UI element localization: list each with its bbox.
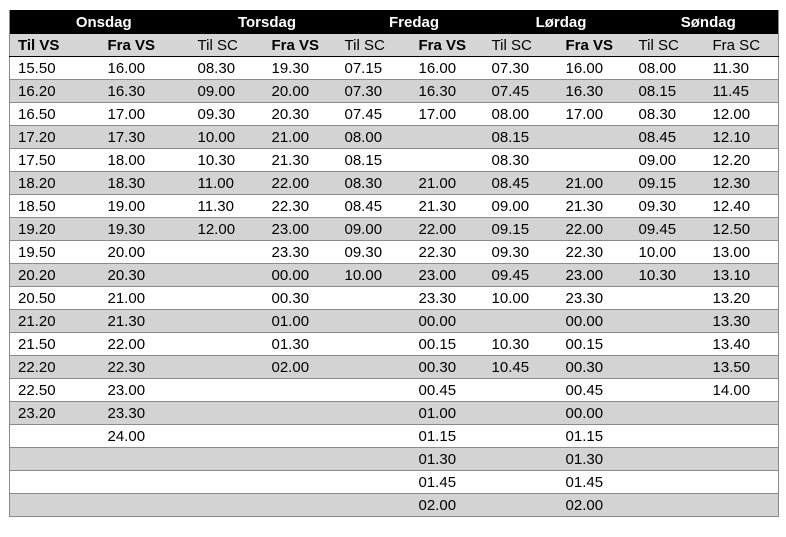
time-cell [10, 448, 100, 471]
time-cell [190, 310, 264, 333]
time-cell: 10.00 [631, 241, 705, 264]
time-cell: 01.15 [558, 425, 631, 448]
table-row [10, 287, 779, 310]
table-row [10, 471, 779, 494]
time-cell [337, 287, 411, 310]
time-cell: 22.00 [264, 172, 337, 195]
time-cell [705, 494, 779, 517]
time-cell: 17.00 [558, 103, 631, 126]
time-cell: 22.30 [264, 195, 337, 218]
time-cell: 11.00 [190, 172, 264, 195]
column-header: Til SC [190, 34, 264, 57]
time-cell: 16.30 [100, 80, 190, 103]
time-cell [337, 379, 411, 402]
time-cell [10, 425, 100, 448]
time-cell [411, 126, 484, 149]
time-cell [337, 310, 411, 333]
time-cell [190, 356, 264, 379]
time-cell: 23.30 [264, 241, 337, 264]
time-cell [705, 425, 779, 448]
time-cell: 12.00 [705, 103, 779, 126]
time-cell: 22.50 [10, 379, 100, 402]
time-cell [264, 448, 337, 471]
time-cell: 01.30 [411, 448, 484, 471]
table-row [10, 241, 779, 264]
table-row [10, 195, 779, 218]
time-cell: 00.00 [264, 264, 337, 287]
time-cell: 02.00 [411, 494, 484, 517]
column-header: Til SC [337, 34, 411, 57]
time-cell: 23.30 [558, 287, 631, 310]
time-cell: 16.00 [558, 57, 631, 80]
time-cell: 02.00 [558, 494, 631, 517]
direction-header-row [10, 34, 779, 57]
time-cell: 01.30 [558, 448, 631, 471]
time-cell: 08.15 [484, 126, 558, 149]
table-row [10, 80, 779, 103]
column-header: Fra VS [100, 34, 190, 57]
time-cell: 16.00 [100, 57, 190, 80]
time-cell: 00.15 [411, 333, 484, 356]
time-cell: 08.00 [484, 103, 558, 126]
column-header: Fra SC [705, 34, 779, 57]
time-cell [190, 402, 264, 425]
time-cell [100, 471, 190, 494]
time-cell: 23.00 [411, 264, 484, 287]
time-cell [10, 494, 100, 517]
time-cell: 18.30 [100, 172, 190, 195]
time-cell: 21.30 [264, 149, 337, 172]
time-cell [190, 471, 264, 494]
time-cell: 01.45 [411, 471, 484, 494]
time-cell [190, 333, 264, 356]
table-row [10, 333, 779, 356]
time-cell [411, 149, 484, 172]
time-cell: 20.30 [264, 103, 337, 126]
column-header: Til SC [631, 34, 705, 57]
time-cell: 20.00 [100, 241, 190, 264]
time-cell: 22.30 [100, 356, 190, 379]
time-cell [484, 448, 558, 471]
column-header: Til SC [484, 34, 558, 57]
time-cell: 00.30 [558, 356, 631, 379]
table-row [10, 402, 779, 425]
time-cell [705, 402, 779, 425]
day-header-torsdag: Torsdag [190, 10, 337, 34]
time-cell [100, 448, 190, 471]
time-cell: 08.30 [484, 149, 558, 172]
time-cell [10, 471, 100, 494]
time-cell: 23.00 [264, 218, 337, 241]
time-cell: 21.30 [411, 195, 484, 218]
time-cell [190, 448, 264, 471]
time-cell [484, 494, 558, 517]
time-cell: 09.00 [337, 218, 411, 241]
time-cell [190, 264, 264, 287]
time-cell: 00.00 [411, 310, 484, 333]
time-cell [337, 448, 411, 471]
table-row [10, 448, 779, 471]
time-cell [264, 402, 337, 425]
time-cell: 07.30 [484, 57, 558, 80]
time-cell: 19.00 [100, 195, 190, 218]
day-header-sondag: Søndag [631, 10, 779, 34]
time-cell [705, 448, 779, 471]
time-cell: 09.00 [631, 149, 705, 172]
time-cell: 22.30 [558, 241, 631, 264]
time-cell: 01.00 [411, 402, 484, 425]
time-cell: 13.20 [705, 287, 779, 310]
time-cell: 12.20 [705, 149, 779, 172]
day-header-row [10, 10, 779, 34]
table-row [10, 379, 779, 402]
time-cell: 19.50 [10, 241, 100, 264]
table-row [10, 172, 779, 195]
time-cell [264, 379, 337, 402]
time-cell: 21.00 [264, 126, 337, 149]
time-cell: 01.15 [411, 425, 484, 448]
time-cell: 22.30 [411, 241, 484, 264]
time-cell: 00.30 [264, 287, 337, 310]
table-row [10, 264, 779, 287]
time-cell: 00.15 [558, 333, 631, 356]
time-cell: 16.50 [10, 103, 100, 126]
time-cell: 17.00 [411, 103, 484, 126]
time-cell: 08.30 [337, 172, 411, 195]
time-cell: 10.30 [484, 333, 558, 356]
time-cell: 17.20 [10, 126, 100, 149]
time-cell [337, 402, 411, 425]
time-cell: 08.45 [631, 126, 705, 149]
time-cell: 10.00 [484, 287, 558, 310]
time-cell: 21.30 [100, 310, 190, 333]
time-cell: 13.00 [705, 241, 779, 264]
time-cell: 10.45 [484, 356, 558, 379]
time-cell [705, 471, 779, 494]
time-cell [631, 471, 705, 494]
time-cell: 20.00 [264, 80, 337, 103]
time-cell: 11.30 [190, 195, 264, 218]
time-cell: 22.20 [10, 356, 100, 379]
time-cell: 17.50 [10, 149, 100, 172]
time-cell: 09.45 [484, 264, 558, 287]
time-cell: 23.00 [558, 264, 631, 287]
time-cell: 17.30 [100, 126, 190, 149]
time-cell: 09.45 [631, 218, 705, 241]
time-cell: 00.00 [558, 402, 631, 425]
time-cell: 13.40 [705, 333, 779, 356]
time-cell: 09.15 [631, 172, 705, 195]
time-cell: 19.20 [10, 218, 100, 241]
time-cell: 00.30 [411, 356, 484, 379]
column-header: Til VS [10, 34, 100, 57]
time-cell: 24.00 [100, 425, 190, 448]
time-cell: 07.45 [484, 80, 558, 103]
table-row [10, 425, 779, 448]
time-cell: 12.50 [705, 218, 779, 241]
time-cell: 19.30 [264, 57, 337, 80]
time-cell: 16.30 [411, 80, 484, 103]
time-cell: 20.30 [100, 264, 190, 287]
time-cell: 01.45 [558, 471, 631, 494]
time-cell: 07.15 [337, 57, 411, 80]
time-cell [100, 494, 190, 517]
time-cell: 01.30 [264, 333, 337, 356]
time-cell [558, 126, 631, 149]
time-cell [264, 494, 337, 517]
time-cell: 09.30 [190, 103, 264, 126]
time-cell: 00.45 [411, 379, 484, 402]
time-cell: 08.30 [190, 57, 264, 80]
time-cell [264, 471, 337, 494]
time-cell [337, 333, 411, 356]
time-cell [190, 425, 264, 448]
time-cell: 13.30 [705, 310, 779, 333]
time-cell: 12.00 [190, 218, 264, 241]
time-cell [190, 241, 264, 264]
table-row [10, 218, 779, 241]
time-cell [631, 287, 705, 310]
time-cell: 23.00 [100, 379, 190, 402]
time-cell [484, 379, 558, 402]
time-cell: 09.30 [484, 241, 558, 264]
time-cell: 23.30 [100, 402, 190, 425]
time-cell: 07.45 [337, 103, 411, 126]
time-cell: 11.30 [705, 57, 779, 80]
time-cell: 16.20 [10, 80, 100, 103]
day-header-fredag: Fredag [337, 10, 484, 34]
time-cell: 22.00 [558, 218, 631, 241]
time-cell [631, 310, 705, 333]
time-cell: 22.00 [411, 218, 484, 241]
time-cell: 21.30 [558, 195, 631, 218]
column-header: Fra VS [411, 34, 484, 57]
table-row [10, 126, 779, 149]
time-cell: 22.00 [100, 333, 190, 356]
time-cell: 10.30 [631, 264, 705, 287]
time-cell [631, 333, 705, 356]
schedule-table [9, 10, 779, 517]
time-cell: 12.10 [705, 126, 779, 149]
time-cell: 21.00 [411, 172, 484, 195]
time-cell: 02.00 [264, 356, 337, 379]
time-cell: 20.50 [10, 287, 100, 310]
time-cell: 10.00 [190, 126, 264, 149]
time-cell: 19.30 [100, 218, 190, 241]
time-cell [190, 494, 264, 517]
time-cell: 11.45 [705, 80, 779, 103]
time-cell: 07.30 [337, 80, 411, 103]
time-cell: 08.45 [337, 195, 411, 218]
time-cell [190, 379, 264, 402]
table-row [10, 103, 779, 126]
time-cell: 09.30 [337, 241, 411, 264]
time-cell: 09.30 [631, 195, 705, 218]
time-cell: 09.15 [484, 218, 558, 241]
time-cell: 09.00 [190, 80, 264, 103]
time-cell: 08.15 [337, 149, 411, 172]
time-cell [484, 425, 558, 448]
time-cell: 21.00 [100, 287, 190, 310]
time-cell: 08.45 [484, 172, 558, 195]
time-cell [631, 356, 705, 379]
time-cell: 20.20 [10, 264, 100, 287]
time-cell: 17.00 [100, 103, 190, 126]
time-cell: 00.45 [558, 379, 631, 402]
time-cell: 12.30 [705, 172, 779, 195]
time-cell: 10.00 [337, 264, 411, 287]
time-cell [337, 494, 411, 517]
column-header: Fra VS [264, 34, 337, 57]
time-cell: 21.20 [10, 310, 100, 333]
time-cell: 08.00 [631, 57, 705, 80]
table-row [10, 494, 779, 517]
schedule-body [10, 57, 779, 517]
time-cell [337, 425, 411, 448]
day-header-onsdag: Onsdag [10, 10, 190, 34]
table-row [10, 310, 779, 333]
table-row [10, 149, 779, 172]
time-cell: 12.40 [705, 195, 779, 218]
time-cell [484, 471, 558, 494]
time-cell: 18.00 [100, 149, 190, 172]
day-header-lordag: Lørdag [484, 10, 631, 34]
time-cell [337, 471, 411, 494]
time-cell: 23.20 [10, 402, 100, 425]
time-cell: 15.50 [10, 57, 100, 80]
time-cell: 21.50 [10, 333, 100, 356]
time-cell [264, 425, 337, 448]
time-cell: 13.50 [705, 356, 779, 379]
time-cell: 09.00 [484, 195, 558, 218]
column-header: Fra VS [558, 34, 631, 57]
time-cell [631, 494, 705, 517]
time-cell [631, 425, 705, 448]
time-cell: 00.00 [558, 310, 631, 333]
time-cell [631, 402, 705, 425]
time-cell: 21.00 [558, 172, 631, 195]
time-cell: 10.30 [190, 149, 264, 172]
time-cell [631, 448, 705, 471]
time-cell [631, 379, 705, 402]
time-cell: 08.00 [337, 126, 411, 149]
time-cell: 01.00 [264, 310, 337, 333]
time-cell [484, 402, 558, 425]
time-cell [484, 310, 558, 333]
time-cell: 14.00 [705, 379, 779, 402]
time-cell [337, 356, 411, 379]
time-cell: 18.20 [10, 172, 100, 195]
time-cell [190, 287, 264, 310]
time-cell: 08.30 [631, 103, 705, 126]
time-cell: 08.15 [631, 80, 705, 103]
time-cell: 23.30 [411, 287, 484, 310]
time-cell: 16.00 [411, 57, 484, 80]
table-row [10, 57, 779, 80]
time-cell: 13.10 [705, 264, 779, 287]
time-cell [558, 149, 631, 172]
table-row [10, 356, 779, 379]
time-cell: 16.30 [558, 80, 631, 103]
time-cell: 18.50 [10, 195, 100, 218]
